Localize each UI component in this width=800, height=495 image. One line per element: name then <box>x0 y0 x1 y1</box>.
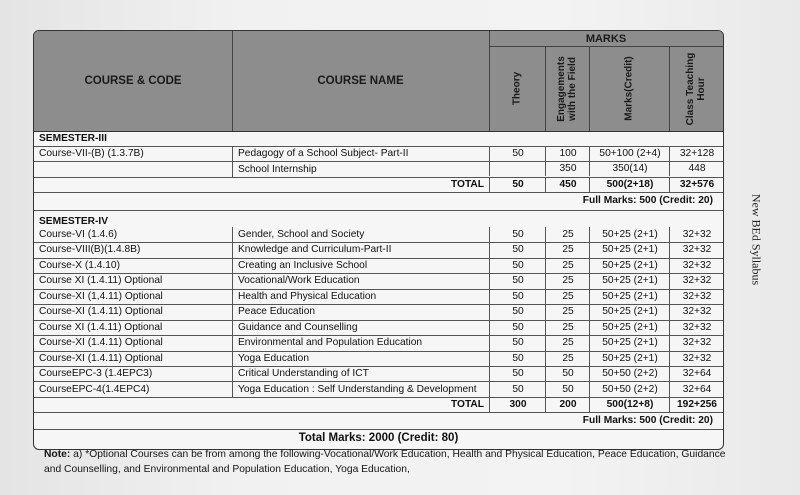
marks-credit: 50+25 (2+1) <box>589 320 670 335</box>
header-engagement-label: Engagements with the Field <box>556 55 578 122</box>
semester4-title-row <box>34 210 723 227</box>
note <box>44 447 744 477</box>
note-text: a) *Optional Courses can be from among the following-Vocational/Work Education, Health and Physical Education, Peace Education, Guidance and Counselling, and Environmental and Population Education, Yoga Education, <box>44 449 726 475</box>
marks-credit: 50+100 (2+4) <box>589 146 670 161</box>
table-row <box>34 366 723 382</box>
marks-credit: 50+25 (2+1) <box>589 335 670 350</box>
total-marks-credit: 500(2+18) <box>589 177 670 192</box>
header-class-hours-label: Class Teaching Hour <box>685 52 707 125</box>
theory-marks: 50 <box>489 258 546 273</box>
marks-credit: 50+25 (2+1) <box>589 289 670 304</box>
header-course-name-label: COURSE NAME <box>317 75 404 87</box>
table-row <box>34 242 723 258</box>
header-course-code <box>34 31 233 131</box>
class-hours: 32+32 <box>669 258 724 273</box>
marks-credit: 50+25 (2+1) <box>589 227 670 242</box>
course-code: Course-XI (1.4.11) Optional <box>39 306 163 318</box>
course-name: Environmental and Population Education <box>232 335 489 350</box>
table-row <box>34 304 723 320</box>
header-course-name <box>232 31 490 131</box>
class-hours: 32+128 <box>669 146 724 161</box>
semester3-full-marks: Full Marks: 500 (Credit: 20) <box>582 195 713 206</box>
course-name: Pedagogy of a School Subject- Part-II <box>232 146 489 161</box>
course-code <box>34 161 232 176</box>
engagement-marks: 25 <box>545 273 590 288</box>
class-hours: 32+32 <box>669 227 724 242</box>
course-name: Peace Education <box>232 304 489 319</box>
course-code: CourseEPC-3 (1.4EPC3) <box>39 368 153 380</box>
course-code: Course-XI (1.4.11) Optional <box>39 337 163 349</box>
class-hours: 32+32 <box>669 304 724 319</box>
marks-credit: 50+25 (2+1) <box>589 351 670 366</box>
semester4-full-marks-row <box>34 412 723 430</box>
header-marks-label: MARKS <box>585 32 627 45</box>
semester3-title: SEMESTER-III <box>39 133 107 144</box>
engagement-marks: 25 <box>545 304 590 319</box>
course-code: Course-VII-(B) (1.3.7B) <box>39 148 144 159</box>
total-label: TOTAL <box>450 399 484 410</box>
course-name: Creating an Inclusive School <box>232 258 489 273</box>
engagement-marks: 25 <box>545 227 590 242</box>
theory-marks: 50 <box>489 366 546 381</box>
engagement-marks: 25 <box>545 258 590 273</box>
class-hours: 32+32 <box>669 335 724 350</box>
header-class-hours <box>669 46 723 131</box>
side-title-text: New BEd Syllabus <box>749 193 764 286</box>
semester4-title: SEMESTER-IV <box>39 216 109 227</box>
class-hours: 32+32 <box>669 320 724 335</box>
theory-marks: 50 <box>489 382 546 397</box>
table-row <box>34 289 723 305</box>
course-code: Course-VI (1.4.6) <box>39 229 118 240</box>
engagement-marks: 25 <box>545 242 590 257</box>
course-code: Course-X (1.4.10) <box>39 259 120 271</box>
total-theory: 50 <box>489 177 546 192</box>
course-code: Course-VIII(B)(1.4.8B) <box>39 244 141 256</box>
theory-marks: 50 <box>489 227 546 242</box>
table-row <box>34 227 723 243</box>
note-label: Note: <box>44 449 71 460</box>
total-label: TOTAL <box>450 179 484 190</box>
course-code: Course-XI (1.4.11) Optional <box>39 352 163 364</box>
total-class-hours: 32+576 <box>669 177 724 192</box>
theory-marks: 50 <box>489 304 546 319</box>
grand-total: Total Marks: 2000 (Credit: 80) <box>298 432 459 444</box>
engagement-marks: 50 <box>545 382 590 397</box>
engagement-marks: 50 <box>545 366 590 381</box>
marks-credit: 50+50 (2+2) <box>589 382 670 397</box>
semester3-title-row <box>34 131 723 147</box>
marks-credit: 50+25 (2+1) <box>589 273 670 288</box>
semester4-full-marks: Full Marks: 500 (Credit: 20) <box>582 415 713 426</box>
semester3-full-marks-row <box>34 192 723 211</box>
table-row <box>34 320 723 336</box>
course-name: Guidance and Counselling <box>232 320 489 335</box>
side-title <box>736 192 776 292</box>
class-hours: 32+32 <box>669 242 724 257</box>
total-class-hours: 192+256 <box>669 397 724 412</box>
header-marks-credit-label: Marks(Credit) <box>623 56 635 121</box>
table-row <box>34 382 723 398</box>
table-row <box>34 258 723 274</box>
header-marks <box>489 31 723 47</box>
total-theory: 300 <box>489 397 546 412</box>
course-name: Yoga Education : Self Understanding & Development <box>232 382 489 397</box>
theory-marks: 50 <box>489 289 546 304</box>
course-name: Vocational/Work Education <box>232 273 489 288</box>
total-engagement: 450 <box>545 177 590 192</box>
header-theory <box>489 46 546 131</box>
class-hours: 32+32 <box>669 289 724 304</box>
course-name: School Internship <box>232 162 489 177</box>
table-row <box>34 273 723 289</box>
theory-marks: 50 <box>489 351 546 366</box>
class-hours: 32+64 <box>669 382 724 397</box>
course-code: Course XI (1.4.11) Optional <box>39 321 163 333</box>
theory-marks: 50 <box>489 320 546 335</box>
table-row <box>34 351 723 367</box>
header-theory-label: Theory <box>511 71 523 106</box>
table-row <box>34 161 723 178</box>
header-course-code-label: COURSE & CODE <box>84 75 182 87</box>
class-hours: 448 <box>669 161 724 176</box>
course-name: Health and Physical Education <box>232 289 489 304</box>
engagement-marks: 25 <box>545 289 590 304</box>
total-engagement: 200 <box>545 397 590 412</box>
class-hours: 32+32 <box>669 273 724 288</box>
semester3-total-row <box>34 177 723 193</box>
course-name: Critical Understanding of ICT <box>232 366 489 381</box>
marks-credit: 50+25 (2+1) <box>589 258 670 273</box>
semester4-total-row <box>34 397 723 413</box>
engagement-marks: 350 <box>545 161 590 176</box>
theory-marks: 50 <box>489 146 546 161</box>
marks-credit: 350(14) <box>589 161 670 176</box>
course-name: Gender, School and Society <box>232 227 489 242</box>
table-row <box>34 335 723 351</box>
course-name: Yoga Education <box>232 351 489 366</box>
course-code: Course-XI (1,4.11) Optional <box>39 290 163 302</box>
total-marks-credit: 500(12+8) <box>589 397 670 412</box>
marks-credit: 50+50 (2+2) <box>589 366 670 381</box>
course-name: Knowledge and Curriculum-Part-II <box>232 242 489 257</box>
header-marks-credit <box>589 46 670 131</box>
syllabus-table <box>33 30 724 450</box>
engagement-marks: 25 <box>545 351 590 366</box>
course-code: CourseEPC-4(1.4EPC4) <box>39 383 150 395</box>
theory-marks: 50 <box>489 335 546 350</box>
course-code: Course XI (1.4.11) Optional <box>39 275 163 287</box>
theory-marks <box>489 161 546 176</box>
marks-credit: 50+25 (2+1) <box>589 304 670 319</box>
class-hours: 32+64 <box>669 366 724 381</box>
table-row <box>34 146 723 162</box>
marks-credit: 50+25 (2+1) <box>589 242 670 257</box>
theory-marks: 50 <box>489 242 546 257</box>
engagement-marks: 25 <box>545 320 590 335</box>
table-header <box>34 31 723 132</box>
class-hours: 32+32 <box>669 351 724 366</box>
header-engagement <box>545 46 590 131</box>
engagement-marks: 100 <box>545 146 590 161</box>
engagement-marks: 25 <box>545 335 590 350</box>
theory-marks: 50 <box>489 273 546 288</box>
